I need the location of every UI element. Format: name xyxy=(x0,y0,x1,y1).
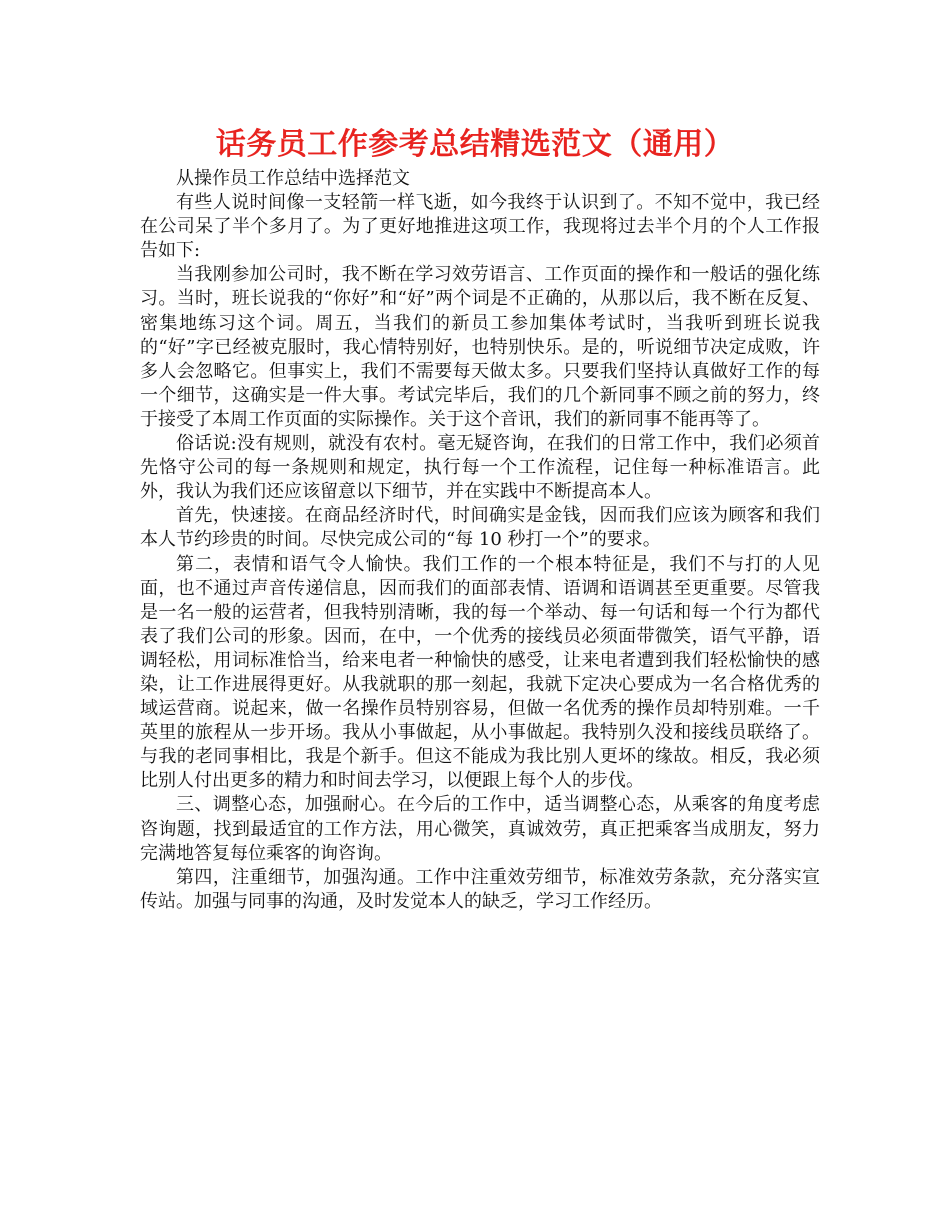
paragraph-training: 当我刚参加公司时，我不断在学习效劳语言、工作页面的操作和一般话的强化练习。当时，班长说我的“你好”和“好”两个词是不正确的，从那以后，我不断在反复、密集地练习这个词。周五，当我们的新员工参加集体考试时，当我听到班长说我的“好”字已经被克服时，我心情特别好，也特别快乐。是的，听说细节决定成败，许多人会忽略它。但事实上，我们不需要每天做太多。只要我们坚持认真做好工作的每一个细节，这确实是一件大事。考试完毕后，我们的几个新同事不顾之前的努力，终于接受了本周工作页面的实际操作。关于这个音讯，我们的新同事不能再等了。 xyxy=(140,264,820,430)
paragraph-first-point: 首先，快速接。在商品经济时代，时间确实是金钱，因而我们应该为顾客和我们本人节约珍贵的时间。尽快完成公司的“每 10 秒打一个”的要求。 xyxy=(140,505,820,551)
paragraph-third-point: 三、调整心态，加强耐心。在今后的工作中，适当调整心态，从乘客的角度考虑咨询题，找到最适宜的工作方法，用心微笑，真诚效劳，真正把乘客当成朋友，努力完满地答复每位乘客的询咨询。 xyxy=(140,794,820,864)
paragraph-rules: 俗话说:没有规则，就没有农村。毫无疑咨询，在我们的日常工作中，我们必须首先恪守公司的每一条规则和规定，执行每一个工作流程，记住每一种标准语言。此外，我认为我们还应该留意以下细节，并在实践中不断提高本人。 xyxy=(140,433,820,503)
document-title: 话务员工作参考总结精选范文（通用） xyxy=(215,127,735,162)
paragraph-fourth-point: 第四，注重细节，加强沟通。工作中注重效劳细节，标准效劳条款，充分落实宣传站。加强与同事的沟通，及时发觉本人的缺乏，学习工作经历。 xyxy=(140,866,820,912)
paragraph-subtitle: 从操作员工作总结中选择范文 xyxy=(176,168,410,189)
paragraph-intro: 有些人说时间像一支轻箭一样飞逝，如今我终于认识到了。不知不觉中，我已经在公司呆了半个多月了。为了更好地推进这项工作，我现将过去半个月的个人工作报告如下: xyxy=(140,192,820,262)
paragraph-second-point: 第二，表情和语气令人愉快。我们工作的一个根本特征是，我们不与打的人见面，也不通过声音传递信息，因而我们的面部表情、语调和语调甚至更重要。尽管我是一名一般的运营者，但我特别清晰，我的每一个举动、每一句话和每一个行为都代表了我们公司的形象。因而，在中，一个优秀的接线员必须面带微笑，语气平静，语调轻松，用词标准恰当，给来电者一种愉快的感受，让来电者遭到我们轻松愉快的感染，让工作进展得更好。从我就职的那一刻起，我就下定决心要成为一名合格优秀的域运营商。说起来，做一名操作员特别容易，但做一名优秀的操作员却特别难。一千英里的旅程从一步开场。我从小事做起，从小事做起。我特别久没和接线员联络了。与我的老同事相比，我是个新手。但这不能成为我比别人更坏的缘故。相反，我必须比别人付出更多的精力和时间去学习，以便跟上每个人的步伐。 xyxy=(140,553,820,792)
document-body xyxy=(140,167,820,914)
